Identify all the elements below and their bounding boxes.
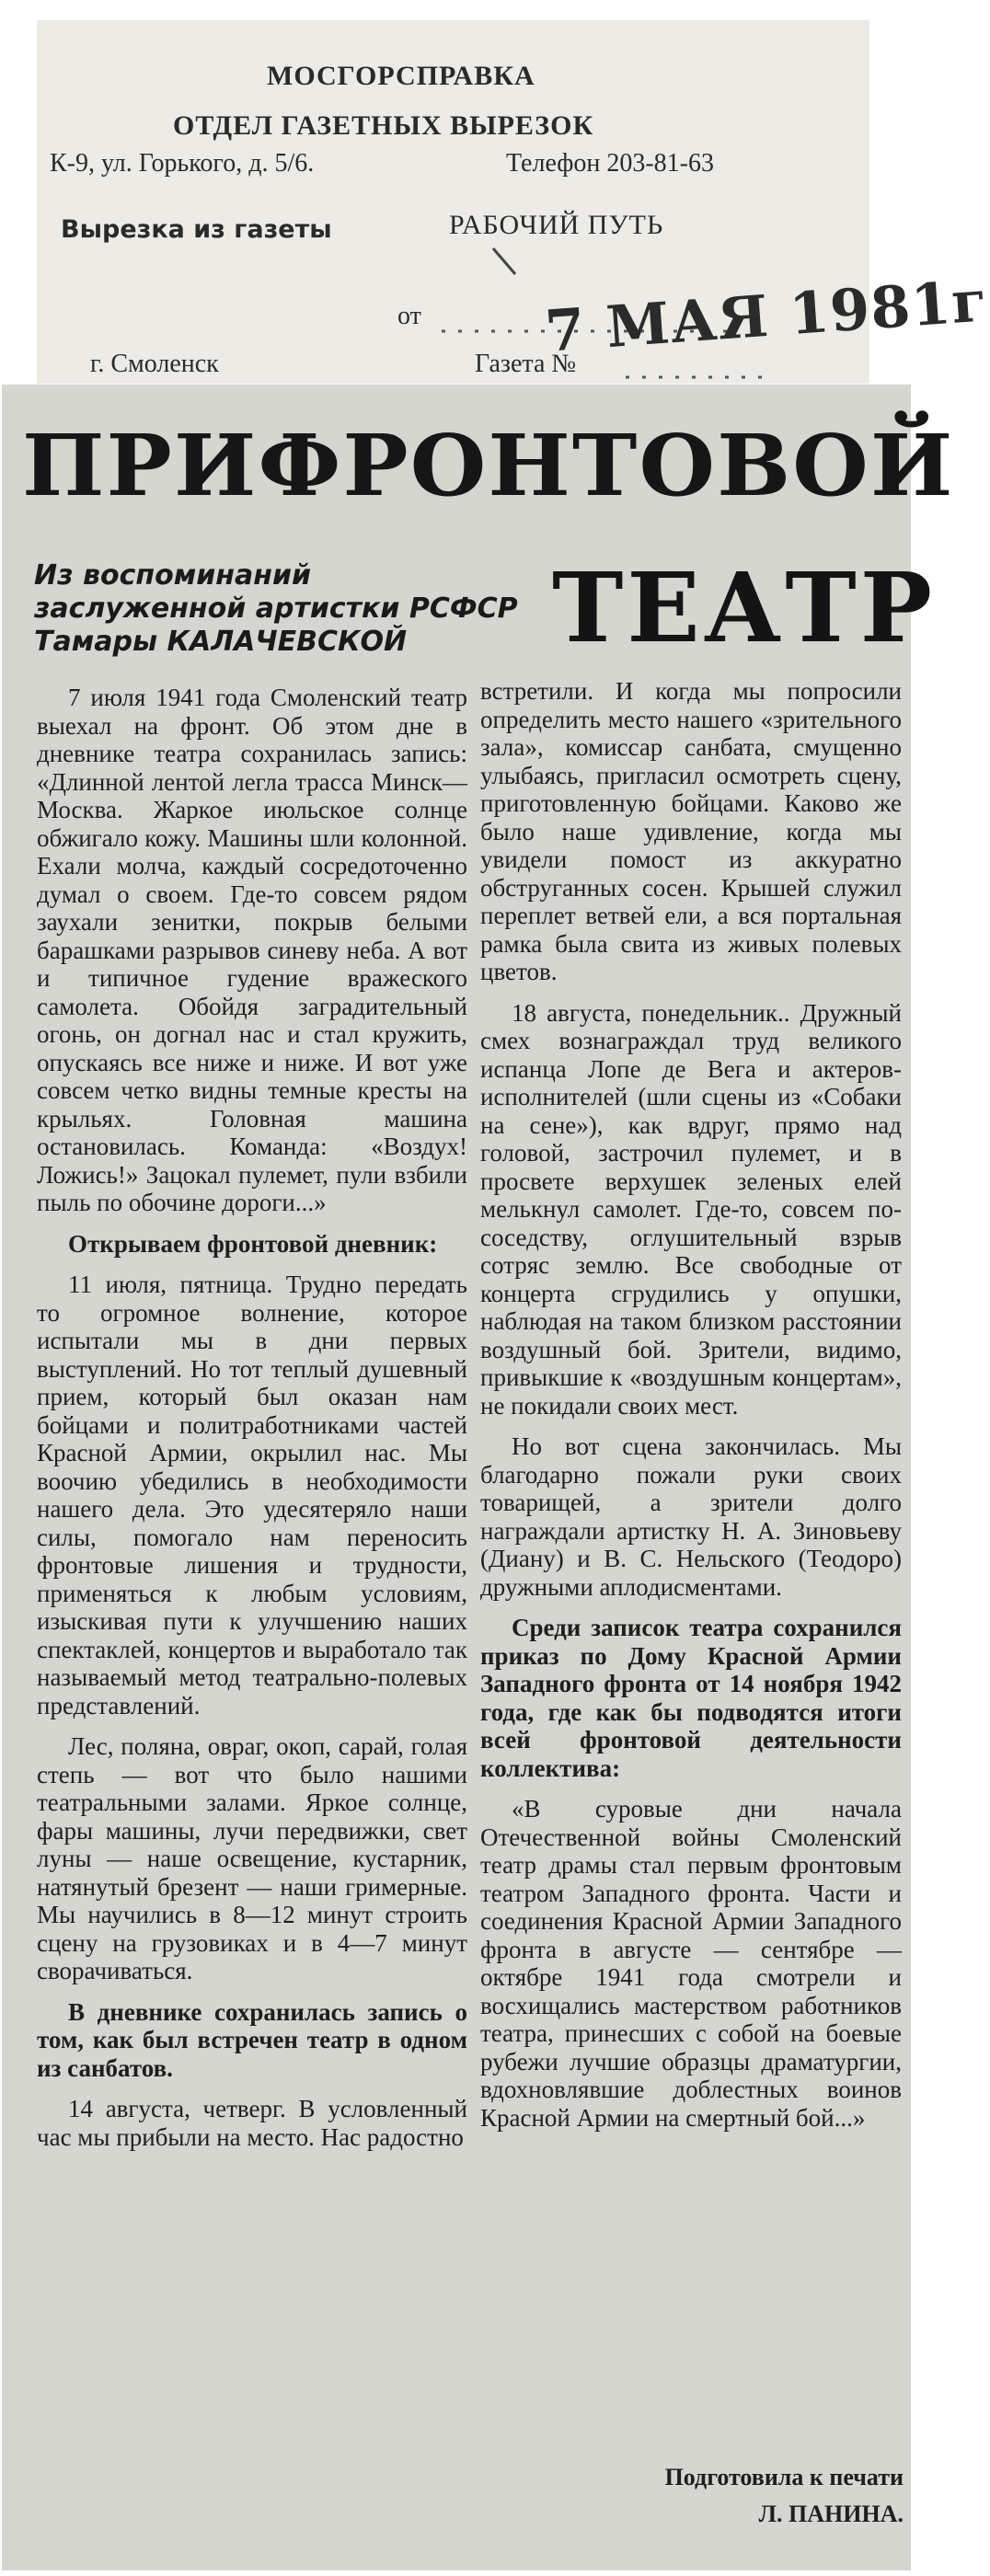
- paragraph: 14 августа, четверг. В условленный час мы прибыли на место. Нас радостно: [37, 2095, 467, 2151]
- paragraph: 7 июля 1941 года Смоленский театр выехал на фронт. Об этом дне в дневнике театра сохранилась запись: «Длинной лентой легла трасса Минск—Москва. Жаркое июльское солнце обжигало кожу. Машины шли колонной. Ехали молча, каждый сосредоточенно думал о своем. Где-то совсем рядом заухали зенитки, покрыв белыми барашками разрывов синеву неба. А вот и типичное гудение вражеского самолета. Обойдя заградительный огонь, он догнал нас и стал кружить, опускаясь все ниже и ниже. И вот уже совсем четко видны темные кресты на крыльях. Головная машина остановилась. Команда: «Воздух! Ложись!» Зацокал пулемет, пули взбили пыль по обочине дороги...»: [37, 684, 467, 1216]
- article-column-right: [480, 677, 902, 2145]
- paragraph: 11 июля, пятница. Трудно передать то огромное волнение, которое испытали мы в дни первых выступлений. Но тот теплый душевный прием, который был оказан нам бойцами и политработниками частей Красной Армии, окрылил нас. Мы воочию убедились в необходимости нашего дела. Это удесятеряло наши силы, помогало нам переносить фронтовые лишения и трудности, применяться к любым условиям, изыскивая пути к улучшению наших спектаклей, концертов и выработало так называемый метод театрально-полевых представлений.: [37, 1271, 467, 1719]
- paragraph-bold: Среди записок театра сохранился приказ по Дому Красной Армии Западного фронта от 14 ноября 1942 года, где как бы подводятся итоги всей фронтовой деятельности коллектива:: [480, 1614, 902, 1782]
- signature-line: Подготовила к печати: [664, 2464, 904, 2490]
- paragraph: Но вот сцена закончилась. Мы благодарно пожали руки своих товарищей, а зрители долго награждали артистку Н. А. Зиновьеву (Диану) и В. С. Нельского (Теодоро) дружными аплодисментами.: [480, 1432, 902, 1601]
- date-stamp: 7 МАЯ 1981г: [543, 267, 990, 365]
- clipping-service-header: [37, 20, 990, 384]
- phone: Телефон 203-81-63: [506, 149, 714, 178]
- signature: [517, 2459, 904, 2533]
- paragraph: 18 августа, понедельник.. Дружный смех вознаграждал труд великого испанца Лопе де Вега и актеров-исполнителей (шли сцены из «Собаки на сене»), как вдруг, прямо над головой, застрочил пулемет, и в просвете верхушек зеленых елей мелькнул самолет. Где-то, совсем по-соседству, оглушительный взрыв сотряс землю. Все свободные от концерта сгрудились у опушки, наблюдая на таком близком расстоянии воздушный бой. Зрители, видимо, привыкшие к «воздушным концертам», не покидали своих мест.: [480, 998, 902, 1420]
- department-name: ОТДЕЛ ГАЗЕТНЫХ ВЫРЕЗОК: [173, 110, 594, 141]
- article-headline-word2: ТЕАТР: [552, 551, 936, 664]
- newspaper-clipping: [2, 385, 955, 2570]
- org-name: МОСГОРСПРАВКА: [267, 61, 535, 91]
- address: К-9, ул. Горького, д. 5/6.: [50, 149, 315, 178]
- city: г. Смоленск: [90, 350, 219, 378]
- newspaper-name: РАБОЧИЙ ПУТЬ: [449, 210, 664, 240]
- subhead-line: Тамары КАЛАЧЕВСКОЙ: [34, 626, 408, 658]
- paragraph-bold: Открываем фронтовой дневник:: [68, 1229, 438, 1258]
- signature-name: Л. ПАНИНА.: [758, 2501, 904, 2527]
- paragraph-bold: В дневнике сохранилась запись о том, как был встречен театр в одном из санбатов.: [37, 1997, 467, 2082]
- clipping-from-label: Вырезка из газеты: [61, 215, 332, 244]
- article-subhead: [34, 559, 540, 659]
- paragraph: «В суровые дни начала Отечественной войны Смоленский театр драмы стал первым фронтовым театром Западного фронта. Части и соединения Красной Армии Западного фронта в августе — сентябре — октябре 1941 года смотрели и восхищались мастерством работников театра, принесших с собой на боевые рубежи лучшие образцы драматургии, вдохновлявшие доблестных воинов Красной Армии на смертный бой...»: [480, 1795, 902, 2132]
- gazette-number-label: Газета №: [475, 350, 577, 378]
- from-label: от: [397, 302, 421, 330]
- paragraph: Лес, поляна, овраг, окоп, сарай, голая степь — вот что было нашими театральными залами. Яркое солнце, фары машины, лучи передвижки, свет луны — наше освещение, кустарник, натянутый брезент — наши гримерные. Мы научились в 8—12 минут строить сцену на грузовиках и в 4—7 минут сворачиваться.: [37, 1732, 467, 1984]
- paragraph: встретили. И когда мы попросили определить место нашего «зрительного зала», комиссар санбата, смущенно улыбаясь, пригласил осмотреть сцену, приготовленную бойцами. Каково же было наше удивление, когда мы увидели помост из аккуратно обструганных сосен. Крышей служил переплет ветвей ели, а вся портальная рамка была свита из живых полевых цветов.: [480, 677, 902, 985]
- subhead-line: Из воспоминаний: [34, 559, 311, 592]
- article-column-left: [37, 684, 467, 2164]
- subhead-line: заслуженной артистки РСФСР: [34, 592, 518, 625]
- article-headline: ПРИФРОНТОВОЙ: [22, 416, 955, 515]
